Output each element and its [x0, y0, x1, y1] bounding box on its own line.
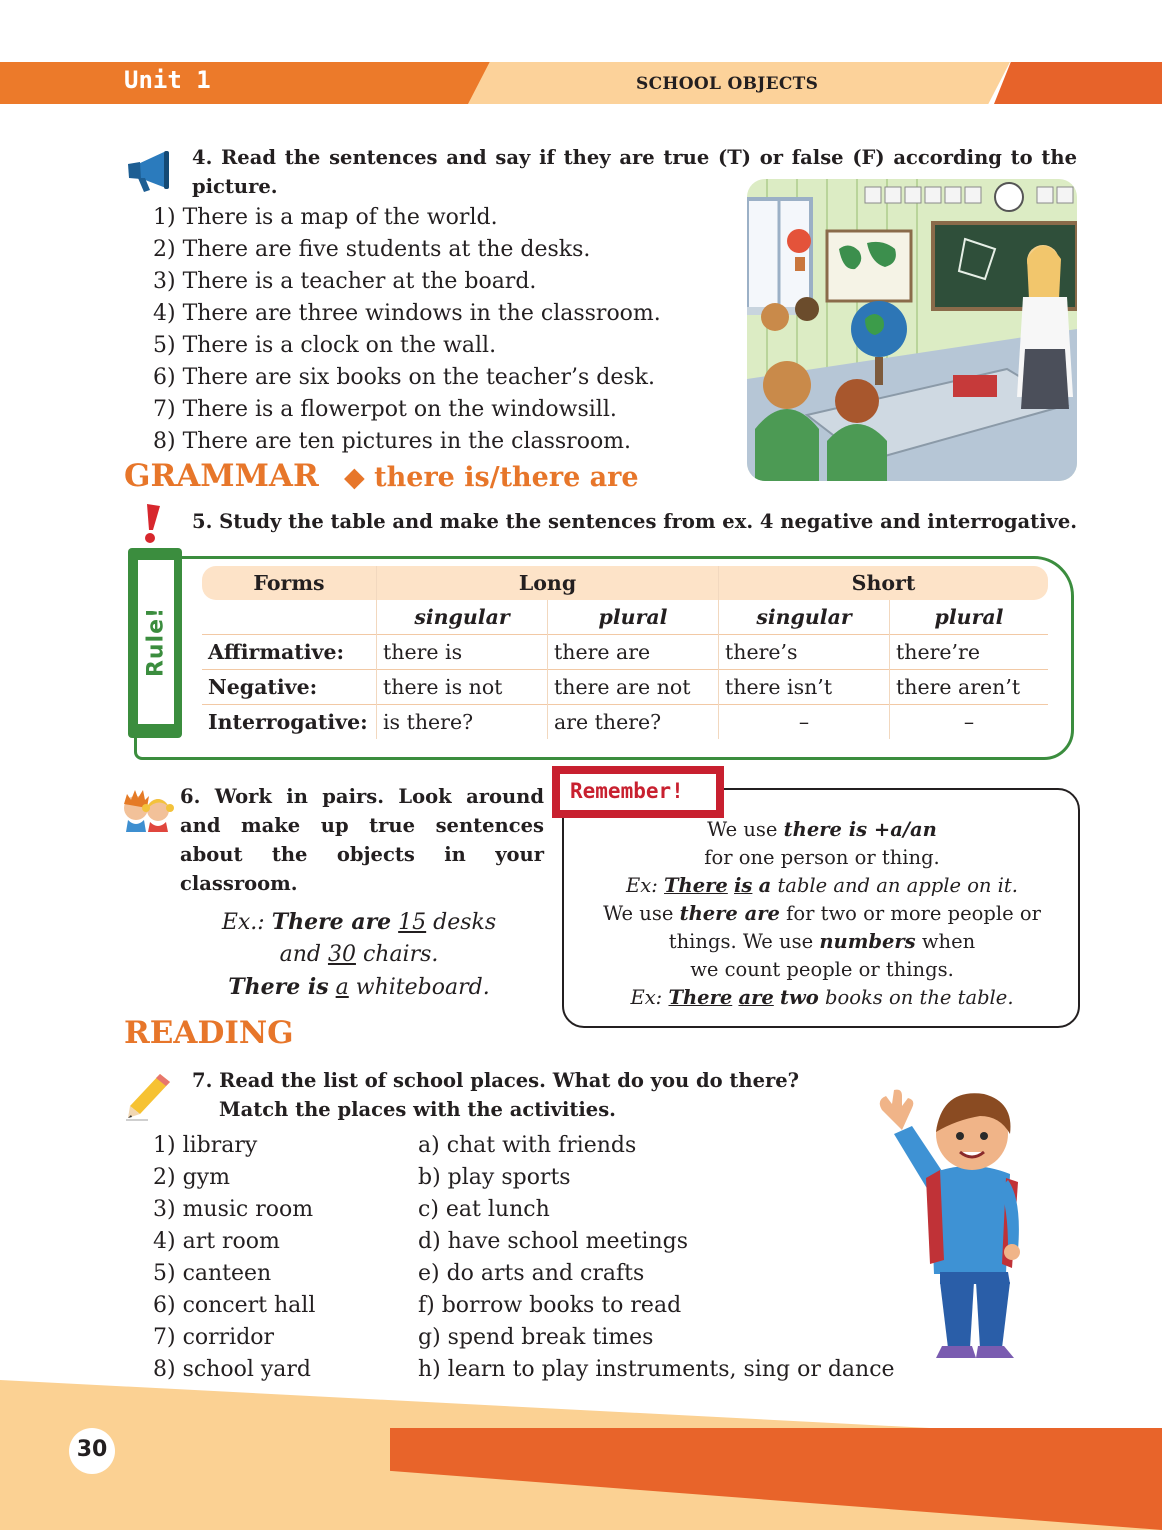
- table-cell: there is: [377, 635, 548, 670]
- row-label: Affirmative:: [202, 635, 377, 670]
- row-label: Negative:: [202, 670, 377, 705]
- table-cell: are there?: [548, 705, 719, 740]
- list-item: a) chat with friends: [418, 1133, 637, 1158]
- list-item: 2) gym: [153, 1165, 230, 1190]
- table-cell: –: [890, 705, 1049, 740]
- remember-text-part: We use: [603, 902, 680, 925]
- remember-emphasis: There: [668, 986, 733, 1009]
- list-item: 2) There are five students at the desks.: [153, 237, 591, 262]
- list-item: 7) corridor: [153, 1325, 275, 1350]
- activities-list: [418, 1130, 895, 1386]
- remember-emphasis: a: [758, 874, 772, 897]
- list-item: 8) school yard: [153, 1357, 312, 1382]
- table-cell: –: [719, 705, 890, 740]
- list-item: e) do arts and crafts: [418, 1261, 645, 1286]
- classroom-illustration: [747, 179, 1077, 481]
- subheader-cell: singular: [719, 600, 890, 635]
- table-row: [202, 705, 1048, 740]
- remember-text-part: things. We use: [668, 930, 820, 953]
- remember-text-part: when: [915, 930, 976, 953]
- remember-label: Remember!: [570, 779, 684, 803]
- remember-line: we count people or things.: [690, 958, 954, 981]
- rule-table: [202, 566, 1048, 739]
- ex5-heading: 5. Study the table and make the sentences from ex. 4 negative and interrogative.: [192, 510, 1078, 533]
- list-item: 7) There is a flowerpot on the windowsill.: [153, 397, 617, 422]
- remember-emphasis: numbers: [819, 930, 916, 953]
- ex6-text: chairs.: [362, 942, 439, 967]
- ex6-examples: [196, 906, 522, 1004]
- exclamation-icon: [140, 502, 164, 544]
- list-item: 4) There are three windows in the classroom.: [153, 301, 661, 326]
- ex6-text: and: [279, 942, 321, 967]
- list-item: 3) music room: [153, 1197, 314, 1222]
- subheader-cell: singular: [377, 600, 548, 635]
- list-item: 1) There is a map of the world.: [153, 205, 498, 230]
- header-band-left: [0, 62, 490, 104]
- remember-text-part: table and an apple on it.: [777, 874, 1018, 897]
- waving-boy-illustration: [872, 1088, 1082, 1360]
- list-item: 1) library: [153, 1133, 258, 1158]
- table-cell: there are not: [548, 670, 719, 705]
- unit-label: Unit 1: [124, 66, 211, 94]
- grammar-topic: ◆ there is/there are: [344, 462, 639, 493]
- table-cell: there’re: [890, 635, 1049, 670]
- ex6-number: 30: [327, 942, 356, 967]
- table-cell: there aren’t: [890, 670, 1049, 705]
- remember-emphasis: two: [779, 986, 819, 1009]
- col-forms: Forms: [202, 566, 377, 600]
- table-cell: there’s: [719, 635, 890, 670]
- list-item: 4) art room: [153, 1229, 280, 1254]
- list-item: d) have school meetings: [418, 1229, 689, 1254]
- remember-line: for one person or thing.: [704, 846, 940, 869]
- places-list: [153, 1130, 315, 1386]
- ex6-heading: 6. Work in pairs. Look around and make up true sentences about the objects in your classroom.: [180, 785, 544, 895]
- list-item: h) learn to play instruments, sing or dance: [418, 1357, 895, 1382]
- ex7-heading-line: 7. Read the list of school places. What do you do there?: [192, 1069, 800, 1092]
- remember-emphasis: are: [738, 986, 774, 1009]
- ex6-text: whiteboard.: [355, 975, 490, 1000]
- list-item: f) borrow books to read: [418, 1293, 682, 1318]
- table-row: [202, 670, 1048, 705]
- remember-text-part: for two or more people or: [779, 902, 1041, 925]
- unit-title: SCHOOL OBJECTS: [636, 74, 819, 94]
- remember-text: [572, 816, 1072, 1012]
- header-band-right: [994, 62, 1162, 104]
- ex7-heading: [192, 1066, 799, 1124]
- ex6-text: There is: [228, 974, 329, 1000]
- list-item: 5) There is a clock on the wall.: [153, 333, 497, 358]
- table-cell: there are: [548, 635, 719, 670]
- table-cell: is there?: [377, 705, 548, 740]
- grammar-title: GRAMMAR: [124, 458, 319, 494]
- remember-text-part: books on the table.: [818, 986, 1014, 1009]
- remember-emphasis: There: [664, 874, 728, 897]
- col-long: Long: [377, 566, 719, 600]
- remember-emphasis: there is +a/an: [783, 818, 937, 841]
- list-item: 5) canteen: [153, 1261, 272, 1286]
- table-cell: there isn’t: [719, 670, 890, 705]
- ex6-number: 15: [398, 910, 427, 935]
- remember-text-part: We use: [707, 818, 784, 841]
- subheader-empty: [202, 600, 377, 635]
- subheader-cell: plural: [548, 600, 719, 635]
- rule-tab-label: Rule!: [143, 606, 169, 678]
- remember-emphasis: is: [734, 874, 753, 897]
- list-item: 8) There are ten pictures in the classroom.: [153, 429, 632, 454]
- remember-text-part: Ex:: [626, 874, 665, 897]
- row-label: Interrogative:: [202, 705, 377, 740]
- subheader-cell: plural: [890, 600, 1049, 635]
- list-item: 3) There is a teacher at the board.: [153, 269, 537, 294]
- pencil-icon: [124, 1070, 174, 1122]
- ex4-heading: 4. Read the sentences and say if they are true (T) or false (F) according to the picture.: [192, 146, 1077, 198]
- remember-emphasis: there are: [679, 902, 780, 925]
- list-item: 6) concert hall: [153, 1293, 316, 1318]
- table-row: [202, 635, 1048, 670]
- list-item: g) spend break times: [418, 1325, 654, 1350]
- ex6-text: desks: [433, 910, 497, 935]
- ex7-heading-line: Match the places with the activities.: [219, 1098, 616, 1121]
- ex6-article: a: [335, 975, 349, 1000]
- list-item: c) eat lunch: [418, 1197, 550, 1222]
- list-item: 6) There are six books on the teacher’s desk.: [153, 365, 655, 390]
- megaphone-icon: [124, 148, 176, 194]
- list-item: b) play sports: [418, 1165, 571, 1190]
- reading-title: READING: [124, 1015, 294, 1051]
- kids-icon: [118, 786, 176, 834]
- ex6-prefix: Ex.:: [221, 910, 272, 935]
- col-short: Short: [719, 566, 1049, 600]
- ex6-text: There are: [271, 909, 392, 935]
- remember-text-part: Ex:: [630, 986, 669, 1009]
- table-cell: there is not: [377, 670, 548, 705]
- page-number: 30: [76, 1437, 108, 1462]
- ex4-list: [153, 202, 661, 458]
